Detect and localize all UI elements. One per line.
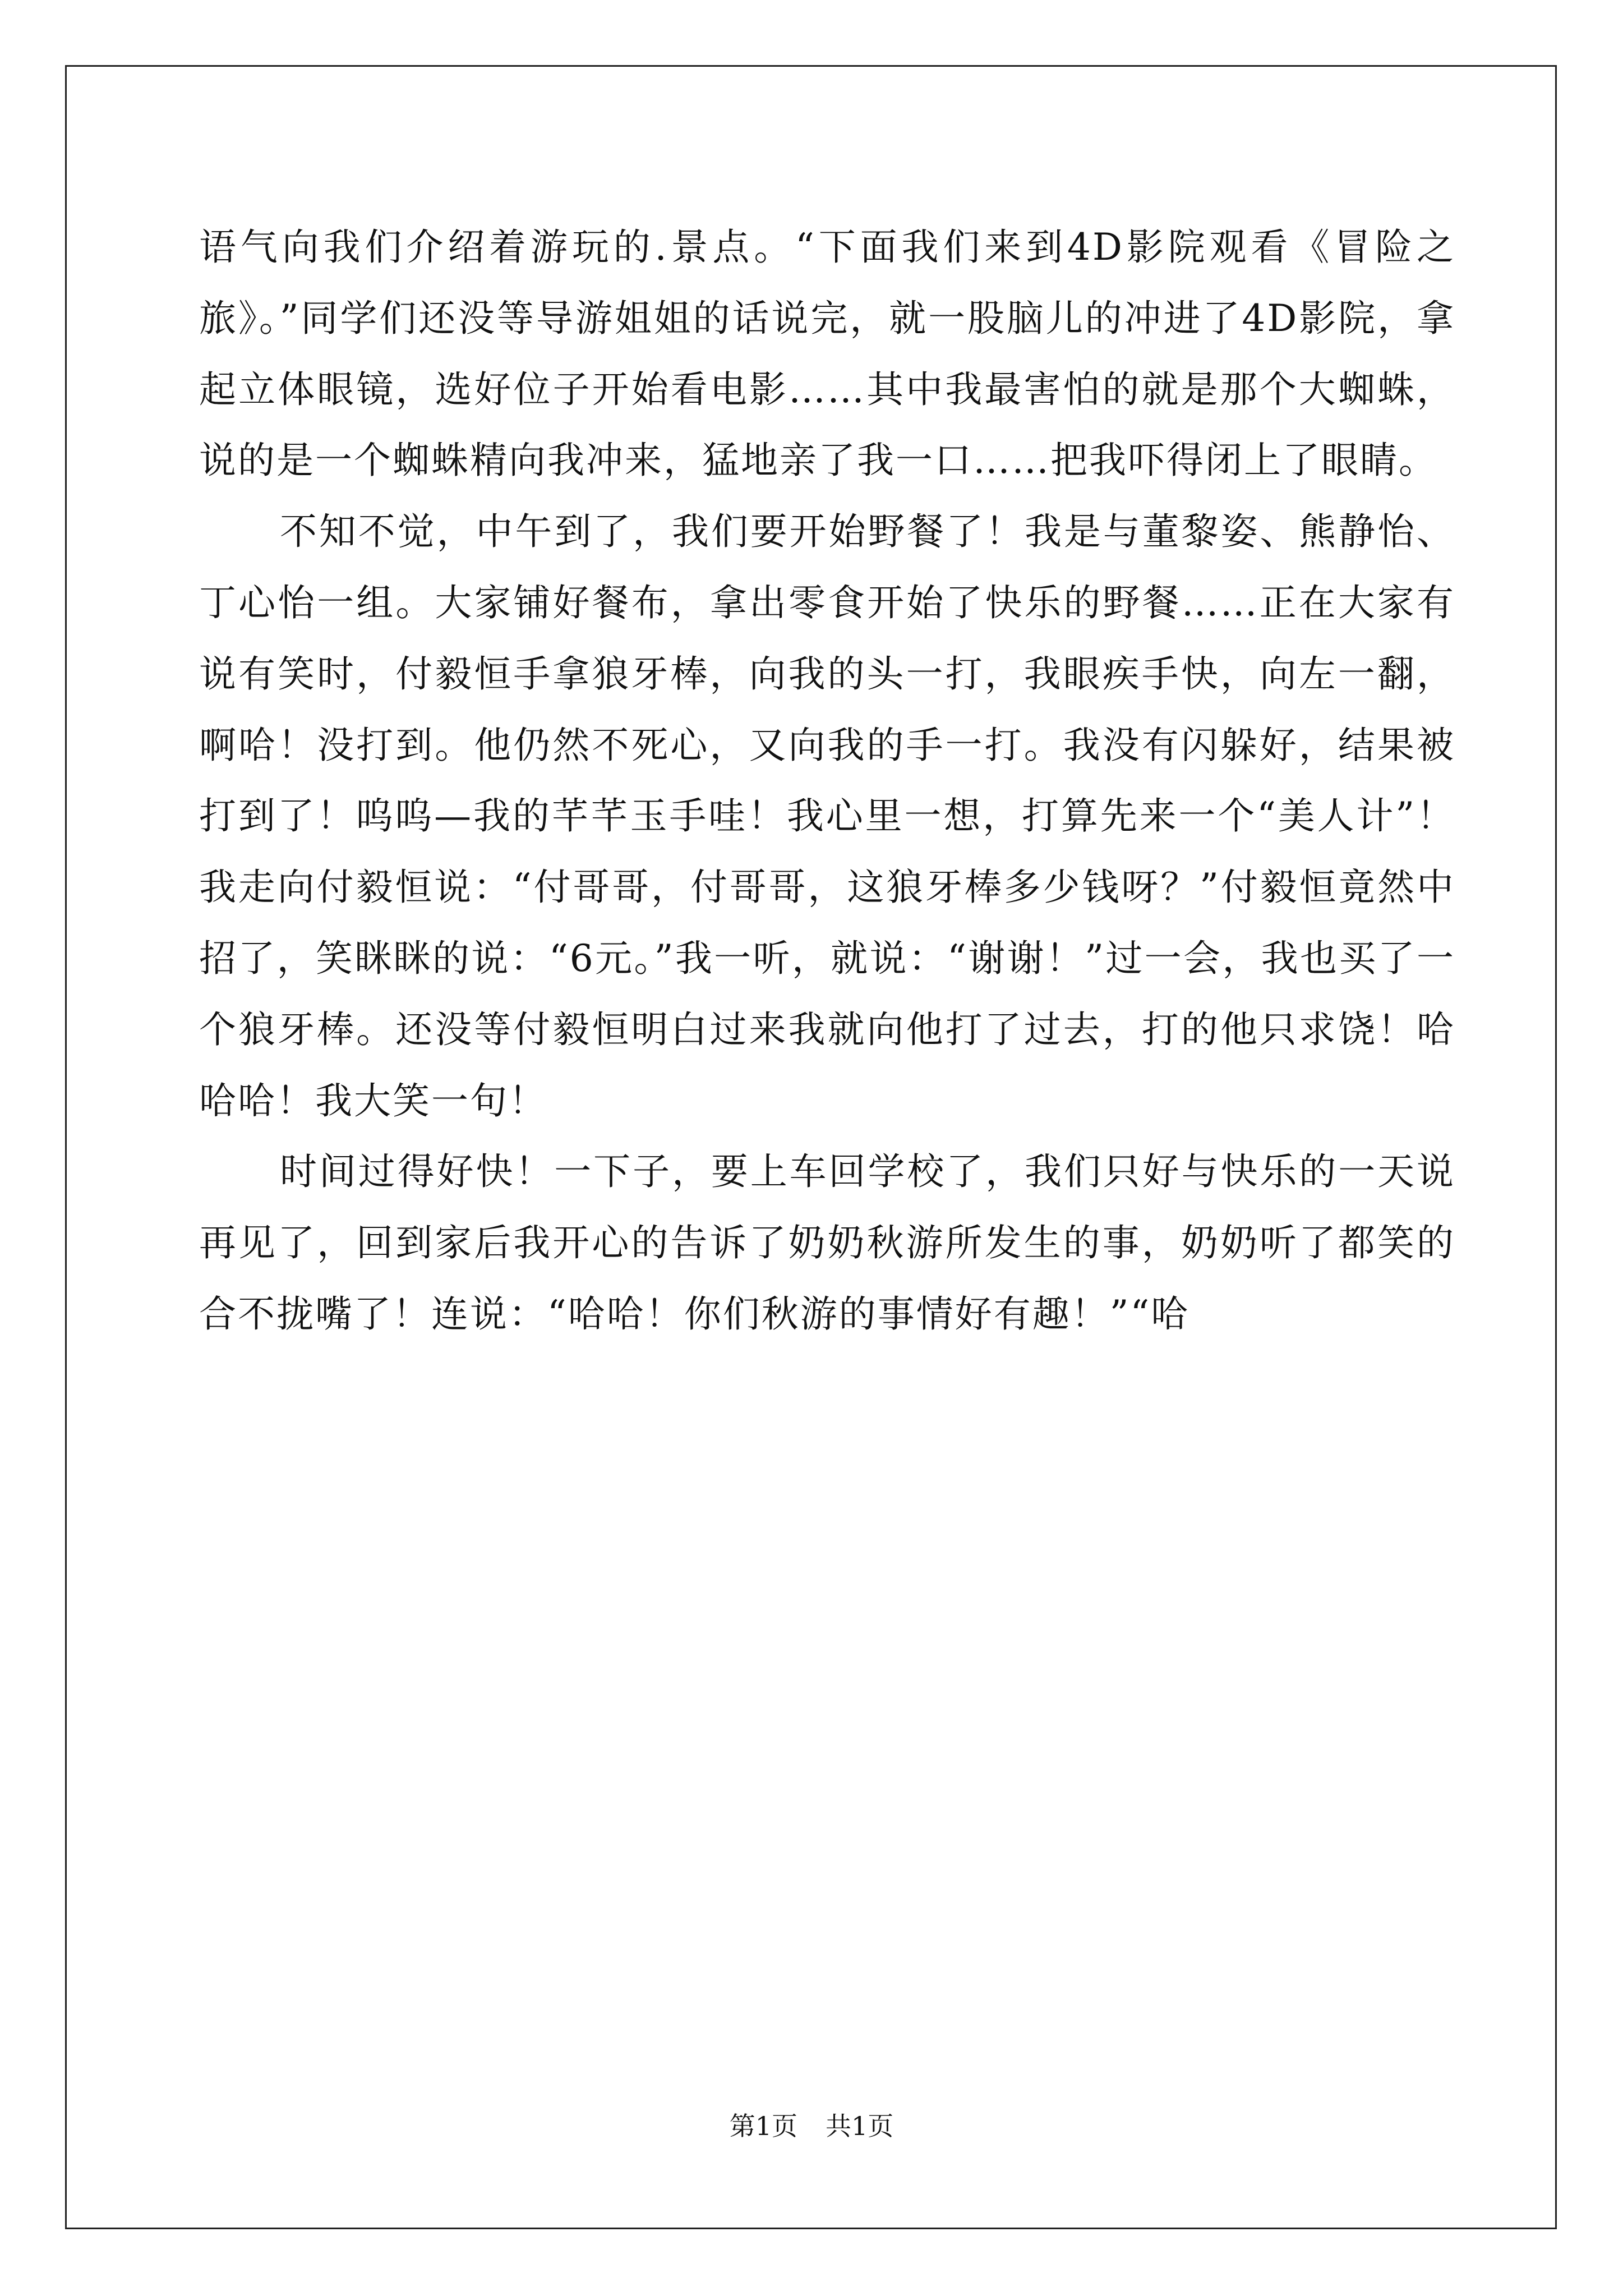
paragraph-3: 时间过得好快！一下子，要上车回学校了，我们只好与快乐的一天说再见了，回到家后我开心的告诉了奶奶秋游所发生的事，奶奶听了都笑的合不拢嘴了！连说：“哈哈！你们秋游的事情好有趣！”“哈: [199, 1150, 1455, 1336]
page-footer: [0, 2110, 1623, 2142]
document-body: [199, 212, 1455, 1350]
paragraph-2: 不知不觉，中午到了，我们要开始野餐了！我是与董黎姿、熊静怡、丁心怡一组。大家铺好餐布，拿出零食开始了快乐的野餐……正在大家有说有笑时，付毅恒手拿狼牙棒，向我的头一打，我眼疾手快，向左一翻，啊哈！没打到。他仍然不死心，又向我的手一打。我没有闪躲好，结果被打到了！呜呜—我的芊芊玉手哇！我心里一想，打算先来一个“美人计”！我走向付毅恒说：“付哥哥，付哥哥，这狼牙棒多少钱呀？”付毅恒竟然中招了，笑眯眯的说：“6元。”我一听，就说：“谢谢！”过一会，我也买了一个狼牙棒。还没等付毅恒明白过来我就向他打了过去，打的他只求饶！哈哈哈！我大笑一句！: [199, 510, 1455, 1122]
page-total: 共1页: [826, 2111, 894, 2141]
paragraph-1: 语气向我们介绍着游玩的.景点。“下面我们来到4D影院观看《冒险之旅》。”同学们还没等导游姐姐的话说完，就一股脑儿的冲进了4D影院，拿起立体眼镜，选好位子开始看电影……其中我最害怕的就是那个大蜘蛛，说的是一个蜘蛛精向我冲来，猛地亲了我一口……把我吓得闭上了眼睛。: [199, 226, 1455, 482]
page-number: 第1页: [729, 2111, 797, 2141]
